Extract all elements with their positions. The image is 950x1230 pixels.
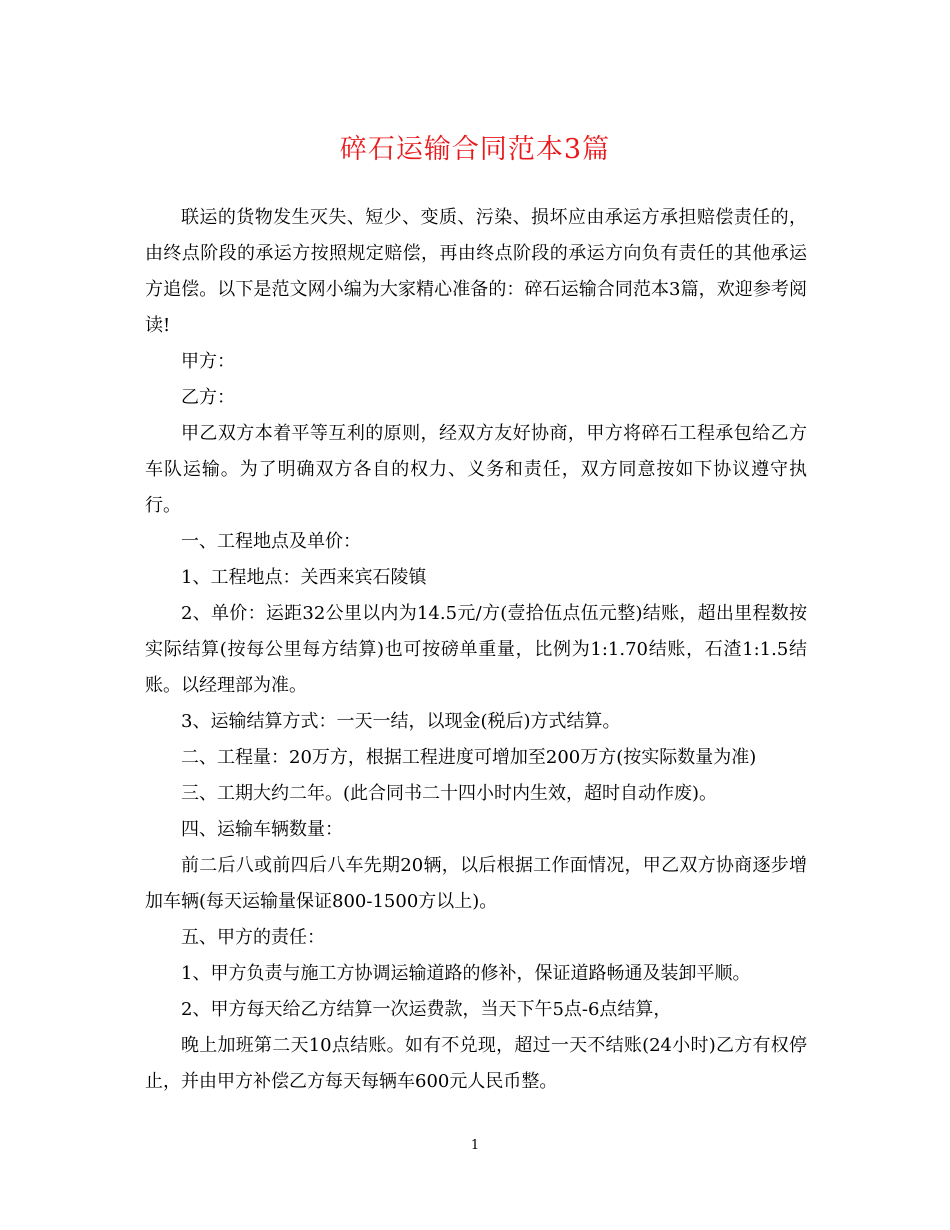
- paragraph: 甲乙双方本着平等互利的原则，经双方友好协商，甲方将碎石工程承包给乙方车队运输。为了明确双方各自的权力、义务和责任，双方同意按如下协议遵守执行。: [145, 423, 807, 516]
- paragraph: 晚上加班第二天10点结账。如有不兑现，超过一天不结账(24小时)乙方有权停止，并由甲方补偿乙方每天每辆车600元人民币整。: [145, 1035, 807, 1092]
- paragraph: 二、工程量：20万方，根据工程进度可增加至200万方(按实际数量为准): [181, 747, 757, 768]
- paragraph: 联运的货物发生灭失、短少、变质、污染、损坏应由承运方承担赔偿责任的，由终点阶段的承运方按照规定赔偿，再由终点阶段的承运方向负有责任的其他承运方追偿。以下是范文网小编为大家精心准备的：碎石运输合同范本3篇，欢迎参考阅读!: [145, 207, 807, 336]
- paragraph: 2、甲方每天给乙方结算一次运费款，当天下午5点-6点结算，: [181, 999, 672, 1020]
- paragraph: 2、单价：运距32公里以内为14.5元/方(壹拾伍点伍元整)结账，超出里程数按实际结算(按每公里每方结算)也可按磅单重量，比例为1:1.70结账，石渣1:1.5结账。以经理部为准。: [145, 603, 807, 696]
- document-body: [145, 200, 807, 1100]
- paragraph: 一、工程地点及单价：: [181, 531, 361, 552]
- page-number: 1: [470, 1138, 480, 1153]
- paragraph: 五、甲方的责任：: [181, 927, 325, 948]
- paragraph: 3、运输结算方式：一天一结，以现金(税后)方式结算。: [181, 711, 621, 732]
- paragraph: 1、甲方负责与施工方协调运输道路的修补，保证道路畅通及装卸平顺。: [181, 963, 751, 984]
- paragraph: 四、运输车辆数量：: [181, 819, 343, 840]
- paragraph: 乙方：: [181, 387, 235, 408]
- paragraph: 三、工期大约二年。(此合同书二十四小时内生效，超时自动作废)。: [181, 783, 718, 804]
- document-title: 碎石运输合同范本3篇: [339, 134, 611, 165]
- paragraph: 1、工程地点：关西来宾石陵镇: [181, 567, 427, 588]
- paragraph: 前二后八或前四后八车先期20辆，以后根据工作面情况，甲乙双方协商逐步增加车辆(每天运输量保证800-1500方以上)。: [145, 855, 807, 912]
- paragraph: 甲方：: [181, 351, 235, 372]
